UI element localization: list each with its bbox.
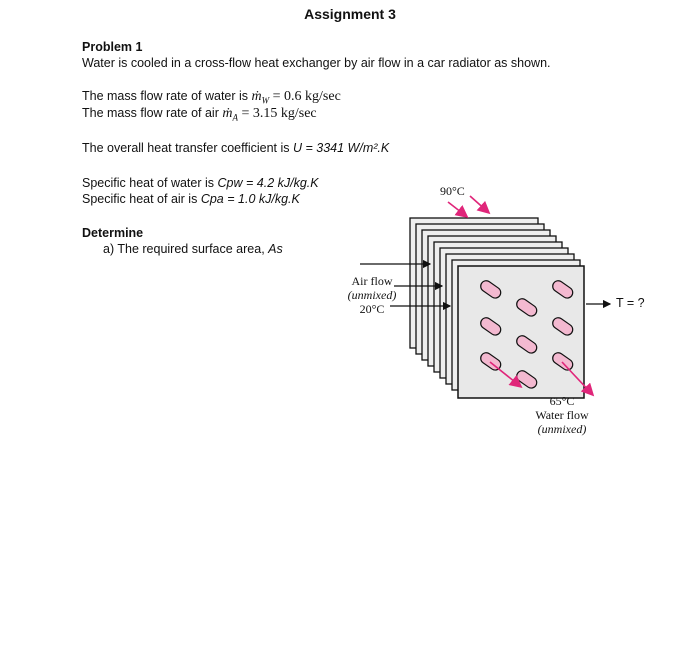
task-a-text: The required surface area, [117, 242, 265, 256]
water-inlet-temp: 90°C [440, 184, 465, 198]
task-a-symbol: As [268, 242, 283, 256]
cp-air-symbol: Cpa [200, 192, 224, 206]
task-a-label: a) [103, 242, 115, 256]
water-flow-line [82, 89, 341, 106]
air-flow-label: The mass flow rate of air [82, 106, 219, 120]
air-flow-sub: A [232, 112, 238, 123]
water-inlet-arrow [448, 202, 466, 216]
water-flow-symbol: ṁ [251, 89, 262, 104]
air-label-line2: (unmixed) [347, 288, 397, 302]
determine-heading: Determine [82, 226, 144, 240]
air-label-line3: 20°C [359, 302, 385, 316]
cp-air-line [82, 192, 300, 206]
problem-heading: Problem 1 [82, 40, 143, 54]
air-label-line1: Air flow [351, 274, 393, 288]
cp-water-value: = 4.2 kJ/kg.K [246, 176, 319, 190]
u-value: U = 3341 W/m².K [293, 141, 390, 155]
water-label-line2: Water flow [535, 408, 589, 422]
air-inlet-label [342, 274, 402, 316]
cp-water-label: Specific heat of water is [82, 176, 215, 190]
problem-statement: Water is cooled in a cross-flow heat exchanger by air flow in a car radiator as shown. [82, 56, 551, 70]
outlet-temperature-label: T = ? [616, 296, 645, 310]
air-flow-line [82, 106, 317, 123]
cp-water-line [82, 176, 319, 190]
cp-air-value: = 1.0 kJ/kg.K [227, 192, 300, 206]
water-label-line1: 65°C [549, 394, 575, 408]
task-a [103, 242, 283, 256]
air-flow-value: = 3.15 kg/sec [237, 106, 317, 121]
water-label-line3: (unmixed) [537, 422, 587, 436]
plate-stack [410, 218, 584, 398]
u-line [82, 141, 389, 155]
heat-exchanger-figure [330, 180, 670, 450]
water-flow-label: The mass flow rate of water is [82, 89, 249, 103]
u-label: The overall heat transfer coefficient is [82, 141, 290, 155]
cp-air-label: Specific heat of air is [82, 192, 198, 206]
water-inlet-arrow [470, 196, 488, 212]
water-flow-sub: W [261, 95, 270, 106]
cp-water-symbol: Cpw [217, 176, 243, 190]
water-outlet-label [526, 394, 598, 436]
air-flow-symbol: ṁ [222, 106, 233, 121]
assignment-title: Assignment 3 [304, 6, 396, 22]
water-flow-value: = 0.6 kg/sec [269, 89, 341, 104]
